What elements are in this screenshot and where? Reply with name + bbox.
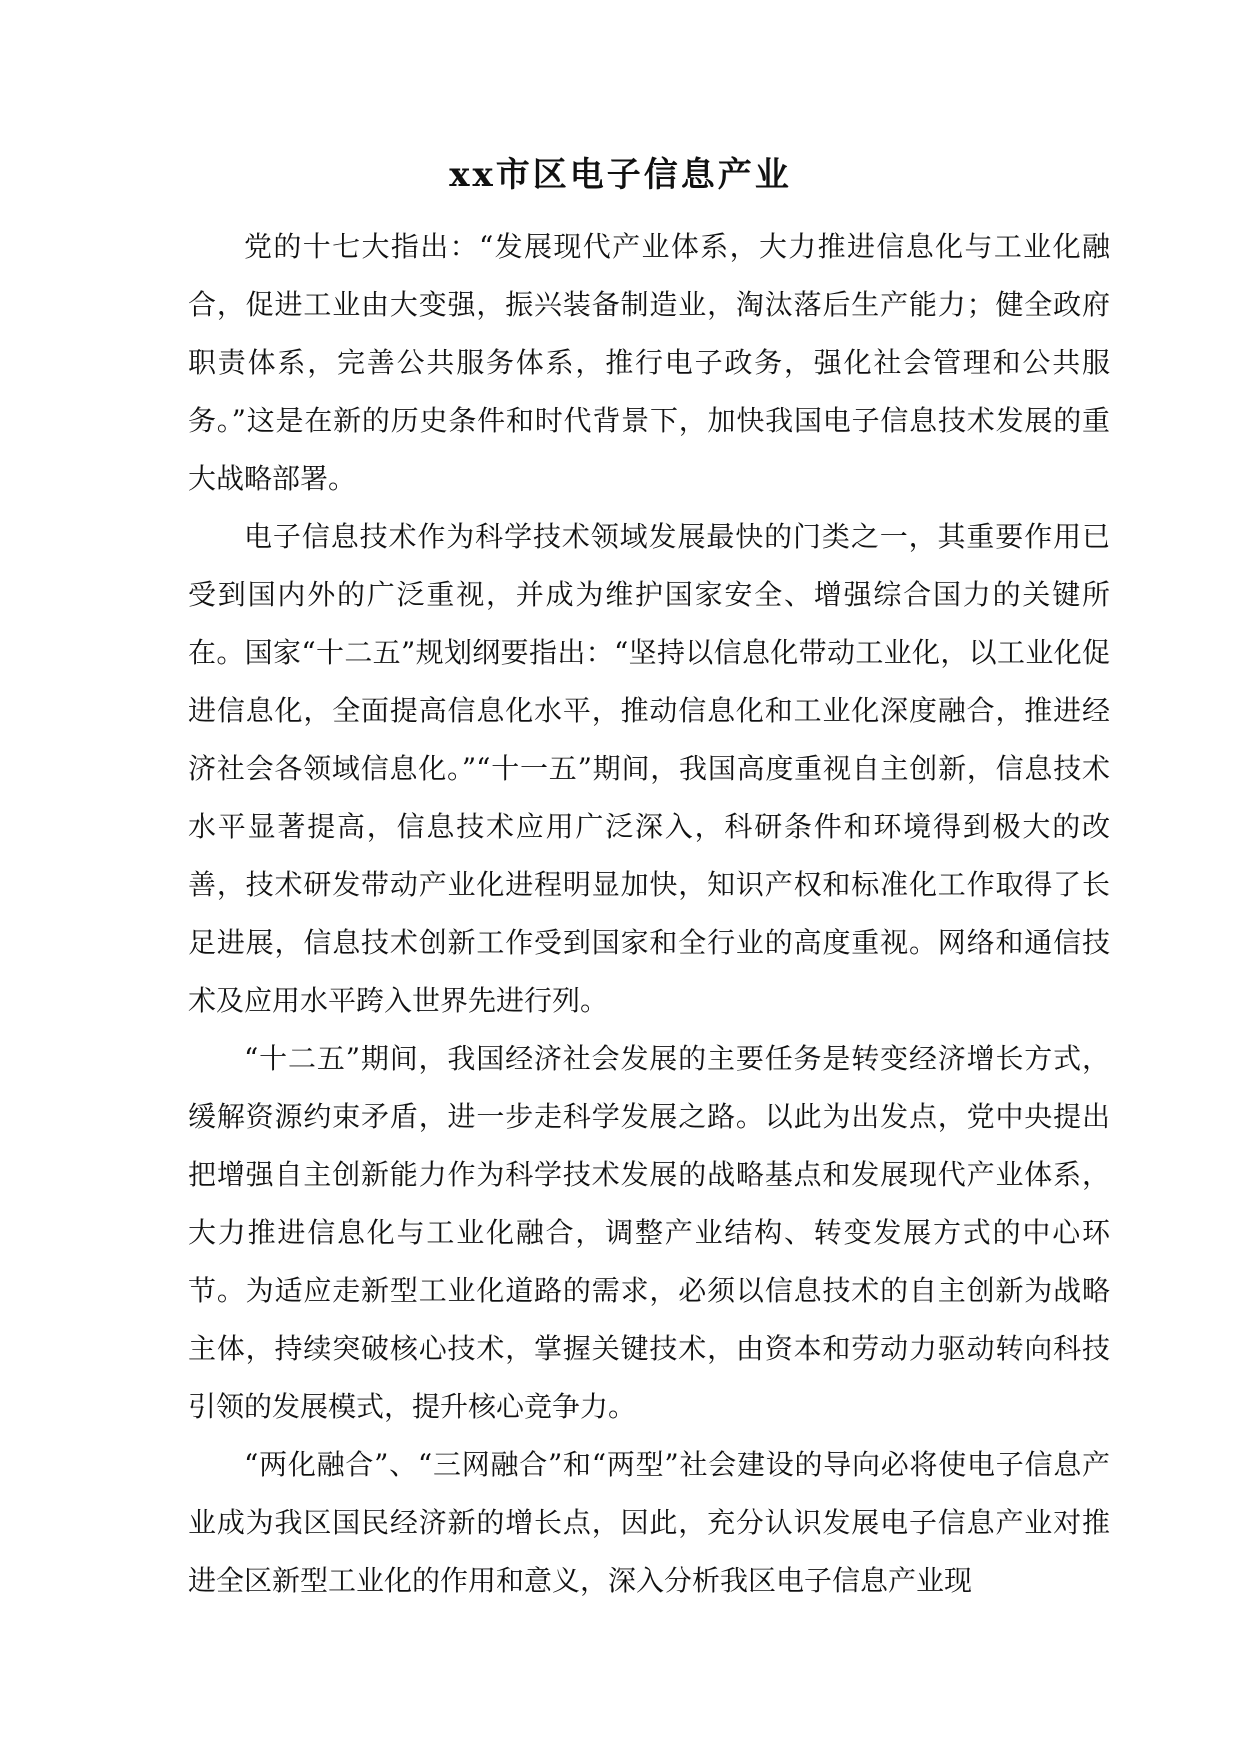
paragraph: “十二五”期间，我国经济社会发展的主要任务是转变经济增长方式，缓解资源约束矛盾，进一步走科学发展之路。以此为出发点，党中央提出把增强自主创新能力作为科学技术发展的战略基点和发展现代产业体系，大力推进信息化与工业化融合，调整产业结构、转变发展方式的中心环节。为适应走新型工业化道路的需求，必须以信息技术的自主创新为战略主体，持续突破核心技术，掌握关键技术，由资本和劳动力驱动转向科技引领的发展模式，提升核心竞争力。 [188,1042,1110,1423]
document-body [188,218,1110,1610]
paragraph: 党的十七大指出：“发展现代产业体系，大力推进信息化与工业化融合，促进工业由大变强，振兴装备制造业，淘汰落后生产能力；健全政府职责体系，完善公共服务体系，推行电子政务，强化社会管理和公共服务。”这是在新的历史条件和时代背景下，加快我国电子信息技术发展的重大战略部署。 [188,230,1110,495]
paragraph: 电子信息技术作为科学技术领域发展最快的门类之一，其重要作用已受到国内外的广泛重视，并成为维护国家安全、增强综合国力的关键所在。国家“十二五”规划纲要指出：“坚持以信息化带动工业化，以工业化促进信息化，全面提高信息化水平，推动信息化和工业化深度融合，推进经济社会各领域信息化。”“十一五”期间，我国高度重视自主创新，信息技术水平显著提高，信息技术应用广泛深入，科研条件和环境得到极大的改善，技术研发带动产业化进程明显加快，知识产权和标准化工作取得了长足进展，信息技术创新工作受到国家和全行业的高度重视。网络和通信技术及应用水平跨入世界先进行列。 [188,520,1110,1017]
document-title: xx市区电子信息产业 [449,155,792,195]
paragraph: “两化融合”、“三网融合”和“两型”社会建设的导向必将使电子信息产业成为我区国民经济新的增长点，因此，充分认识发展电子信息产业对推进全区新型工业化的作用和意义，深入分析我区电子信息产业现 [188,1448,1110,1597]
